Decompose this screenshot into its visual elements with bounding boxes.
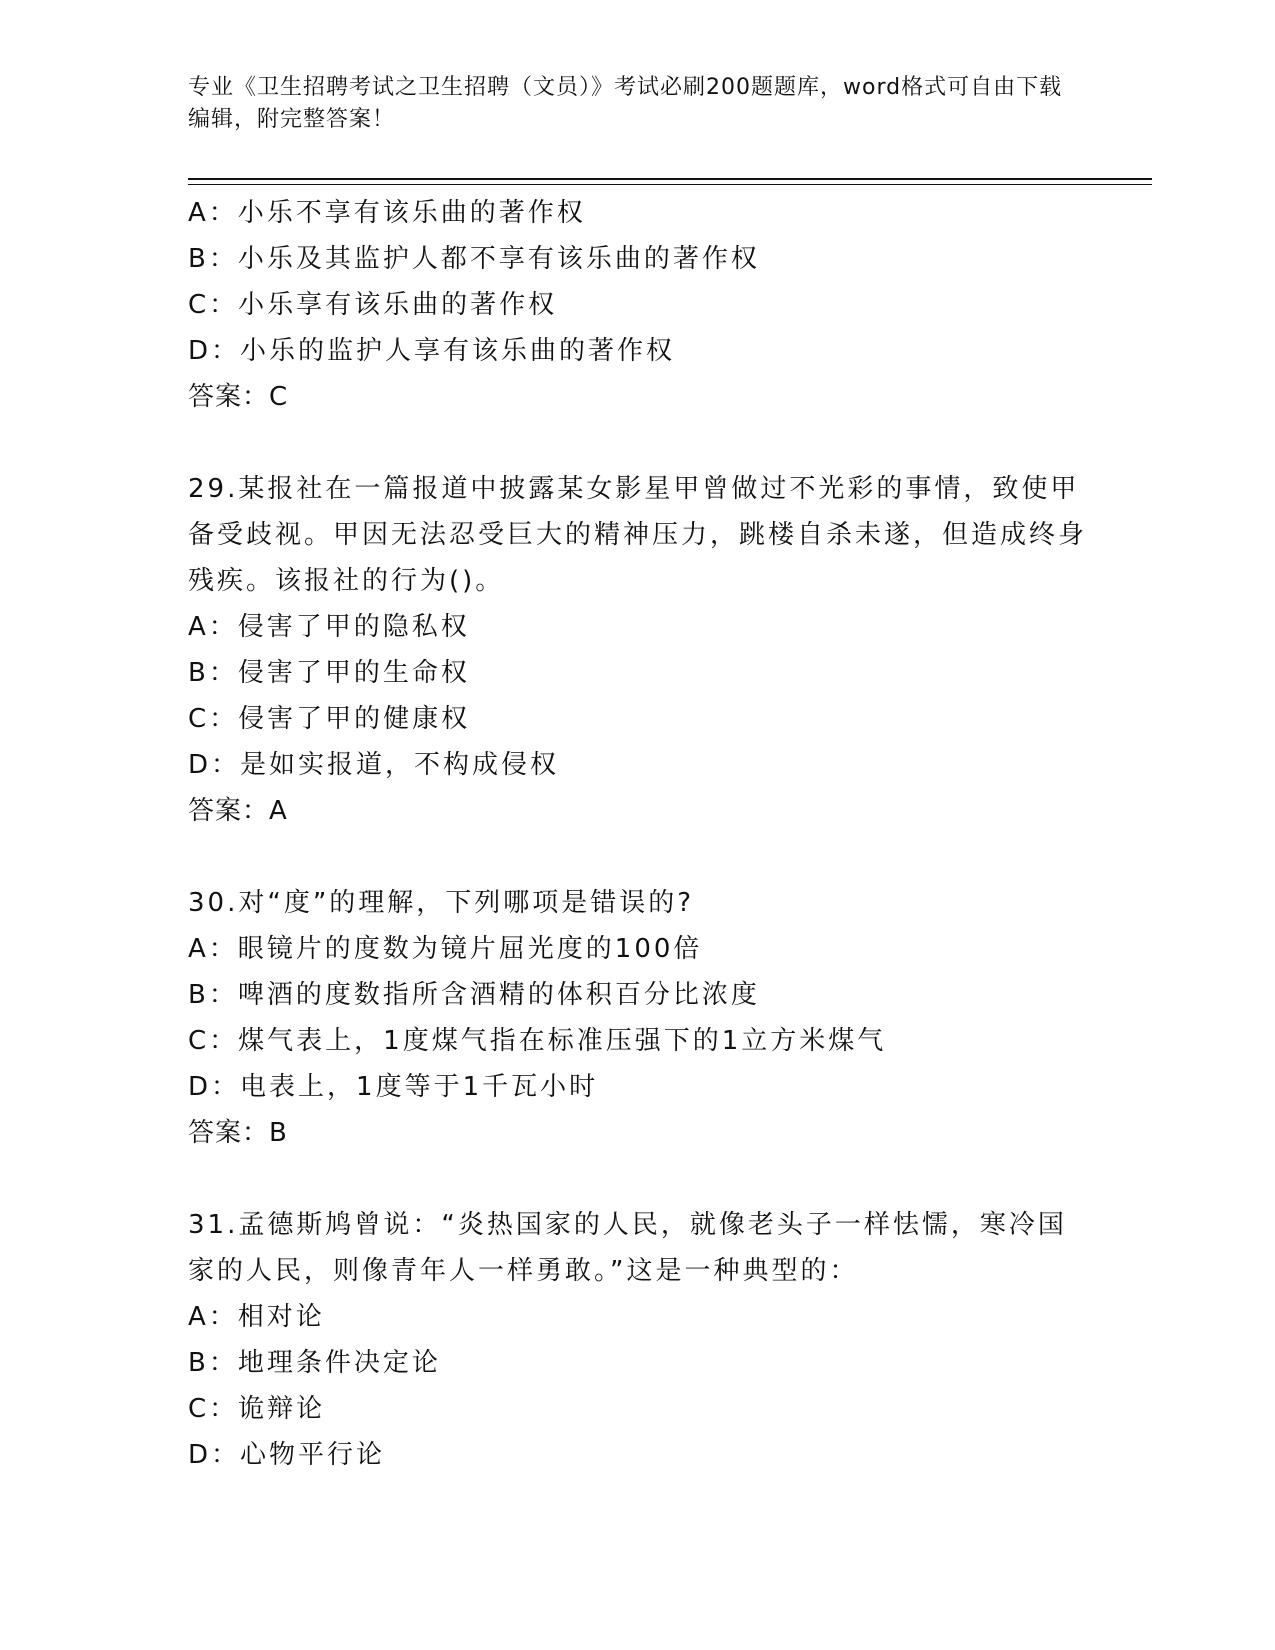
option-b: B：啤酒的度数指所含酒精的体积百分比浓度 <box>188 980 760 1010</box>
question-block <box>188 1202 1088 1478</box>
option-a: A：相对论 <box>188 1302 325 1332</box>
spacer <box>188 834 1088 880</box>
question-block <box>188 466 1088 834</box>
answer-line: 答案：C <box>188 382 289 412</box>
question-text: 29.某报社在一篇报道中披露某女影星甲曾做过不光彩的事情，致使甲备受歧视。甲因无法忍受巨大的精神压力，跳楼自杀未遂，但造成终身残疾。该报社的行为()。 <box>188 474 1088 596</box>
answer-line: 答案：A <box>188 796 288 826</box>
document-header: 专业《卫生招聘考试之卫生招聘（文员）》考试必刷200题题库，word格式可自由下载编辑，附完整答案！ <box>188 75 1063 132</box>
option-c: C：侵害了甲的健康权 <box>188 704 471 734</box>
option-d: D：小乐的监护人享有该乐曲的著作权 <box>188 336 676 366</box>
option-d: D：电表上，1度等于1千瓦小时 <box>188 1072 599 1102</box>
option-b: B：地理条件决定论 <box>188 1348 441 1378</box>
question-block <box>188 880 1088 1156</box>
header-rule-thick <box>188 178 1152 180</box>
option-d: D：心物平行论 <box>188 1440 386 1470</box>
answer-line: 答案：B <box>188 1118 288 1148</box>
option-a: A：眼镜片的度数为镜片屈光度的100倍 <box>188 934 703 964</box>
question-text: 30.对“度”的理解，下列哪项是错误的? <box>188 888 695 918</box>
question-text: 31.孟德斯鸠曾说：“炎热国家的人民，就像老头子一样怯懦，寒冷国家的人民，则像青年人一样勇敢。”这是一种典型的： <box>188 1210 1067 1286</box>
option-c: C：诡辩论 <box>188 1394 326 1424</box>
option-a: A：小乐不享有该乐曲的著作权 <box>188 198 586 228</box>
option-d: D：是如实报道，不构成侵权 <box>188 750 560 780</box>
option-c: C：煤气表上，1度煤气指在标准压强下的1立方米煤气 <box>188 1026 887 1056</box>
spacer <box>188 420 1088 466</box>
option-c: C：小乐享有该乐曲的著作权 <box>188 290 558 320</box>
header-rule-thin <box>188 184 1152 185</box>
option-a: A：侵害了甲的隐私权 <box>188 612 470 642</box>
question-block <box>188 190 1088 420</box>
option-b: B：小乐及其监护人都不享有该乐曲的著作权 <box>188 244 760 274</box>
spacer <box>188 1156 1088 1202</box>
question-list <box>188 190 1088 1478</box>
option-b: B：侵害了甲的生命权 <box>188 658 470 688</box>
